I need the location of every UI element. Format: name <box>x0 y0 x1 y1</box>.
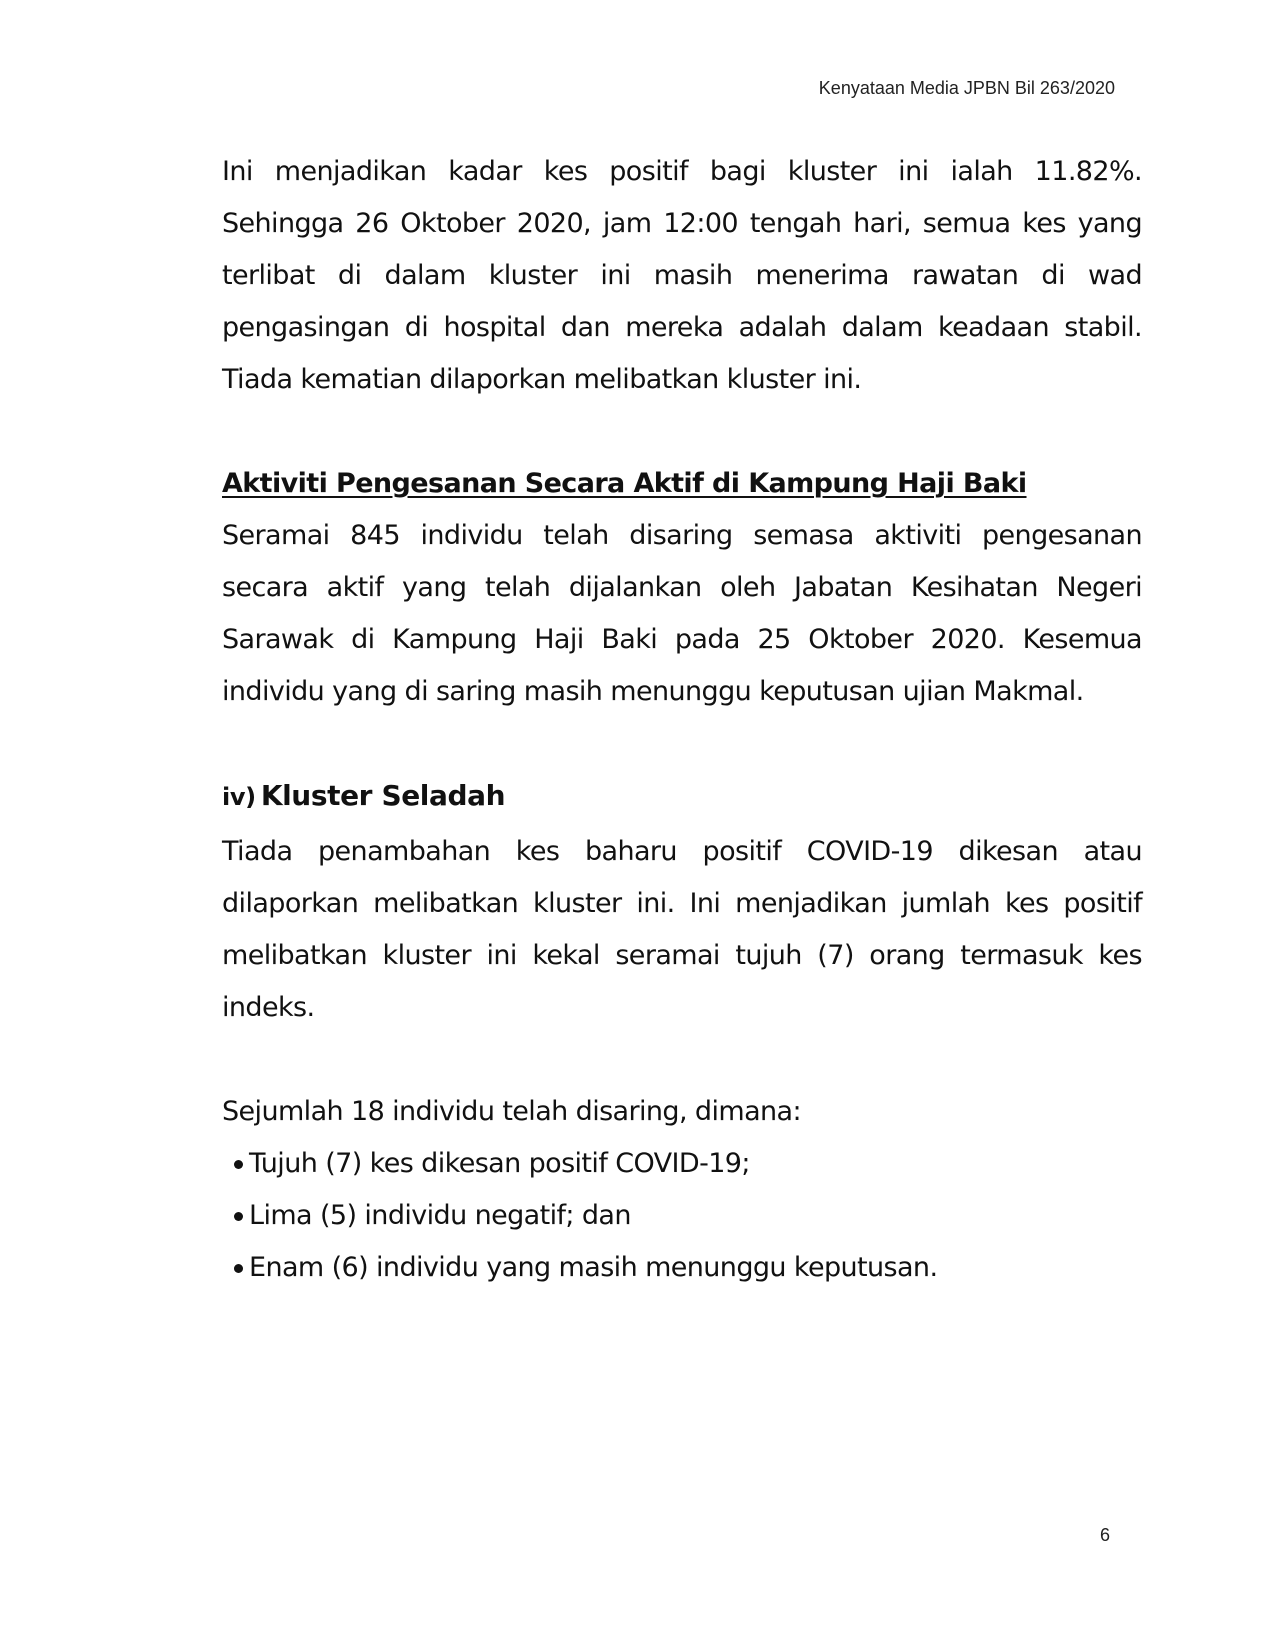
bullet-icon <box>234 1212 243 1221</box>
spacer <box>222 1034 1142 1086</box>
list-item-text: Enam (6) individu yang masih menunggu keputusan. <box>249 1252 938 1283</box>
list-item <box>234 1138 1142 1190</box>
section-heading-seladah <box>222 770 1142 826</box>
screening-results-list <box>222 1138 1142 1294</box>
list-item-text: Tujuh (7) kes dikesan positif COVID-19; <box>249 1148 750 1179</box>
spacer <box>222 406 1142 458</box>
list-item-text: Lima (5) individu negatif; dan <box>249 1200 631 1231</box>
section-heading-active-screening: Aktiviti Pengesanan Secara Aktif di Kampung Haji Baki <box>222 468 1027 499</box>
list-item <box>234 1190 1142 1242</box>
seladah-paragraph: Tiada penambahan kes baharu positif COVID-19 dikesan atau dilaporkan melibatkan kluster ini. Ini menjadikan jumlah kes positif melibatkan kluster ini kekal seramai tujuh (7) orang termasuk kes indeks. <box>222 836 1142 1023</box>
spacer <box>222 718 1142 770</box>
intro-paragraph: Ini menjadikan kadar kes positif bagi kluster ini ialah 11.82%. Sehingga 26 Oktober 2020, jam 12:00 tengah hari, semua kes yang terlibat di dalam kluster ini masih menerima rawatan di wad pengasingan di hospital dan mereka adalah dalam keadaan stabil. Tiada kematian dilaporkan melibatkan kluster ini. <box>222 156 1142 395</box>
screening-intro: Sejumlah 18 individu telah disaring, dimana: <box>222 1096 801 1127</box>
active-screening-paragraph: Seramai 845 individu telah disaring semasa aktiviti pengesanan secara aktif yang telah dijalankan oleh Jabatan Kesihatan Negeri Sarawak di Kampung Haji Baki pada 25 Oktober 2020. Kesemua individu yang di saring masih menunggu keputusan ujian Makmal. <box>222 520 1142 707</box>
section-title: Kluster Seladah <box>260 779 506 812</box>
document-body <box>222 146 1142 1294</box>
section-number: iv) <box>222 783 256 811</box>
page-number: 6 <box>1099 1525 1110 1545</box>
bullet-icon <box>234 1160 243 1169</box>
list-item <box>234 1242 1142 1294</box>
document-header: Kenyataan Media JPBN Bil 263/2020 <box>818 78 1115 98</box>
bullet-icon <box>234 1264 243 1273</box>
